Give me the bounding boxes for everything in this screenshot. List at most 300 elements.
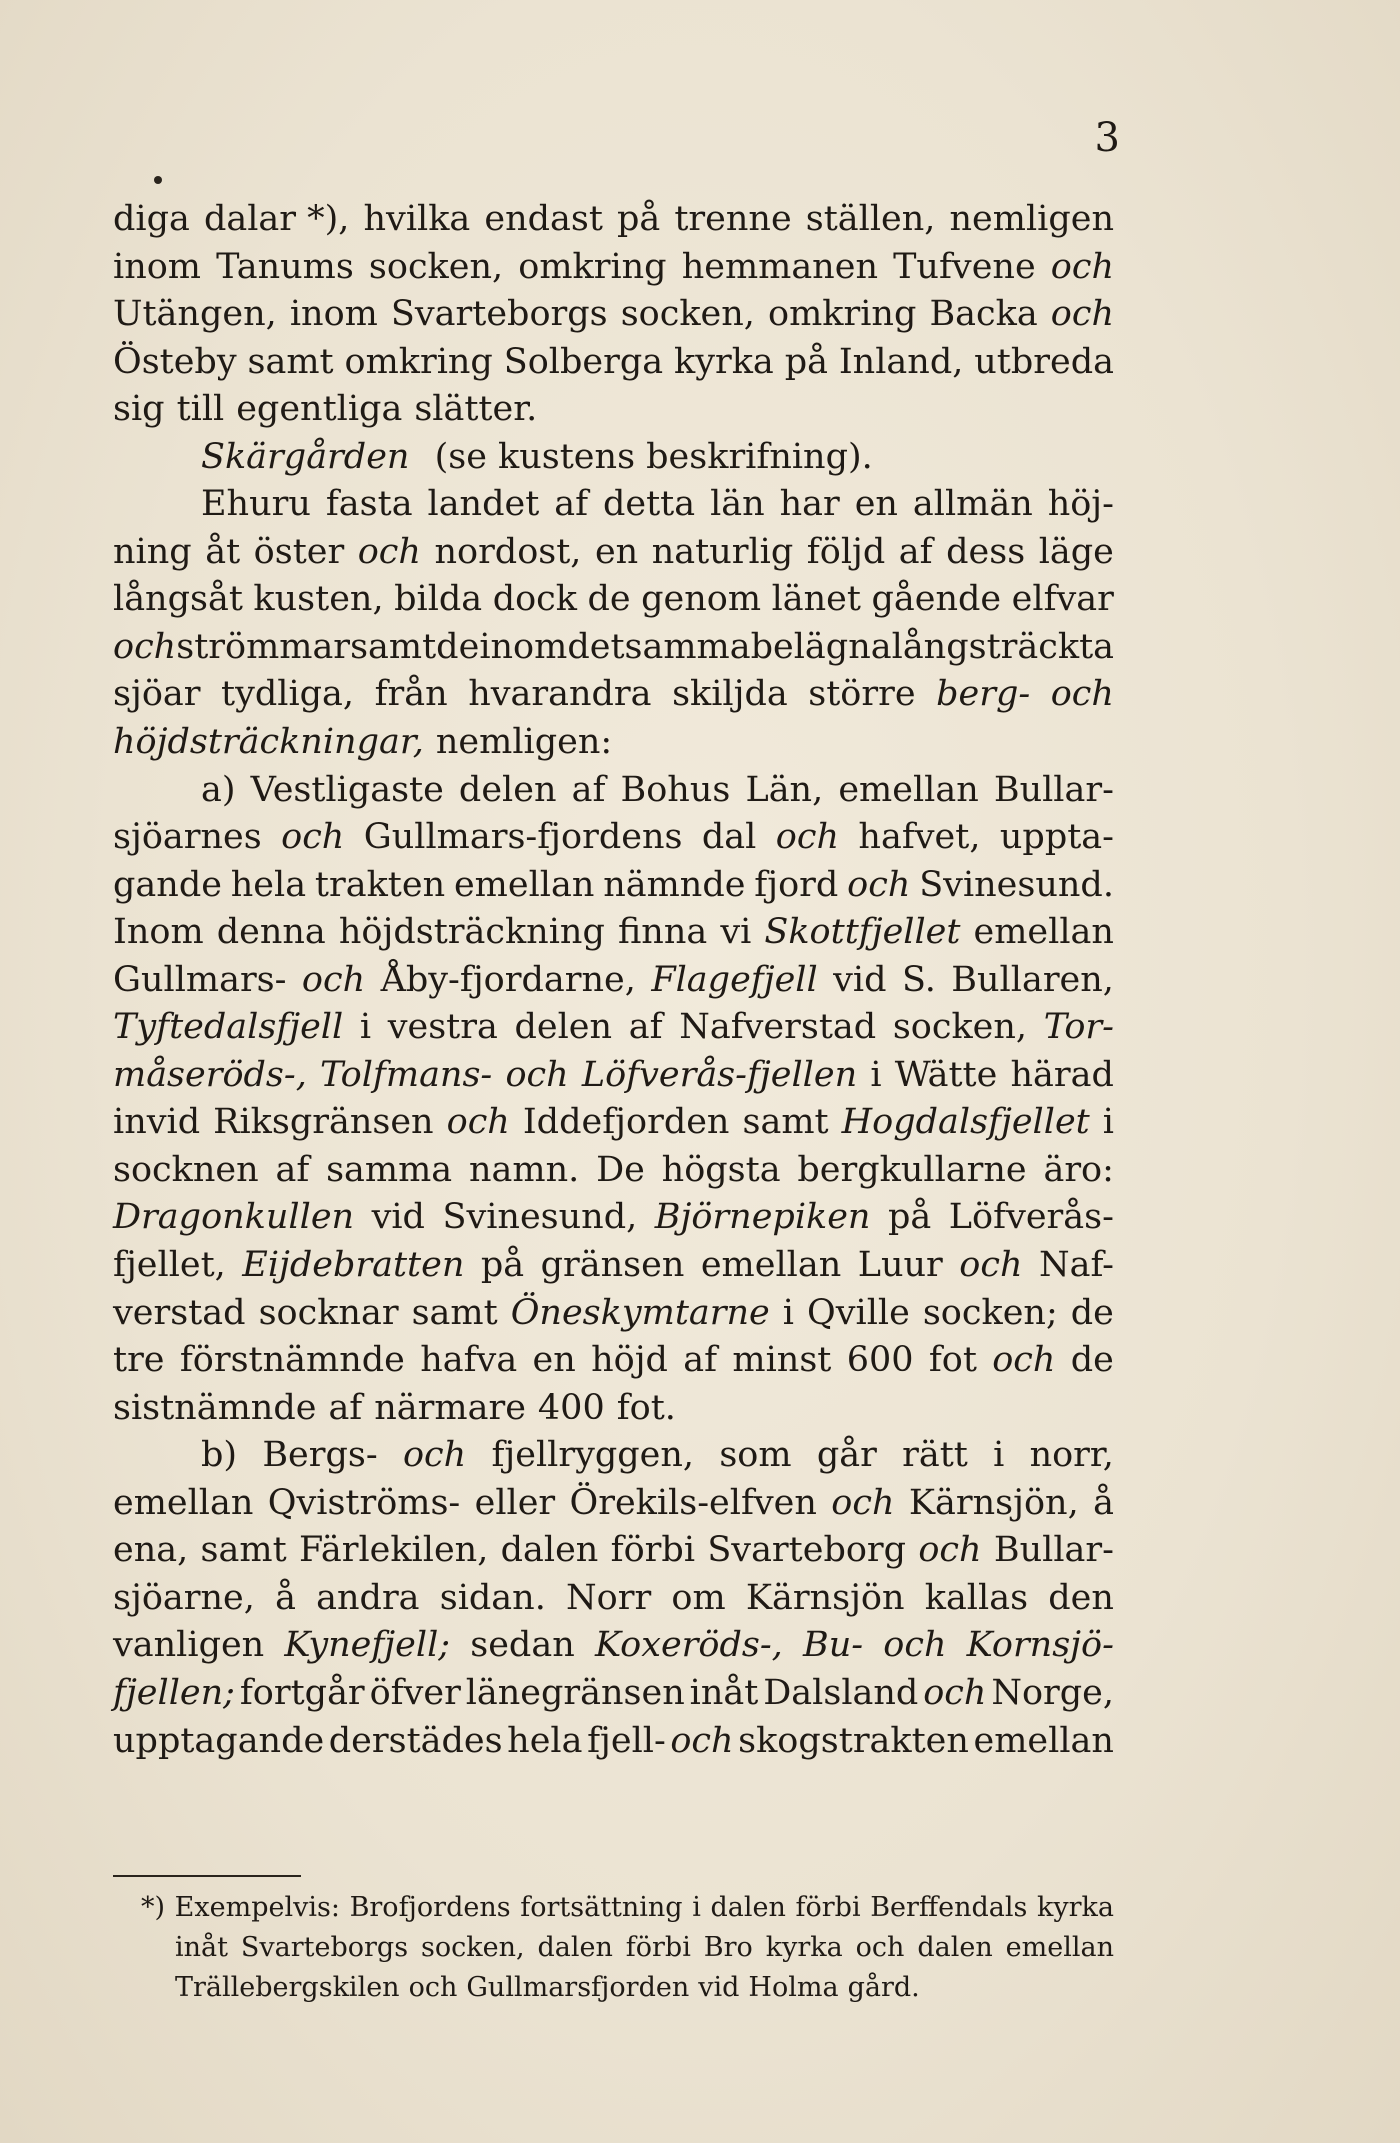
word: dalen [537,1932,613,1963]
word: och [446,1102,510,1143]
word: på [888,1197,932,1238]
word: socknen [113,1149,259,1190]
word: har [779,484,840,525]
word: egentliga [236,389,403,430]
word: Bullar- [993,1530,1114,1571]
word: förbi [610,1530,696,1571]
word: och [1050,294,1114,335]
word: på [617,199,661,239]
word: dalen [710,1892,786,1923]
word: Svarteborgs [390,294,608,335]
word: en [854,484,898,525]
word: dess [946,531,1026,572]
word: hemmanen [681,246,878,287]
word: Gullmarsfjorden [466,1972,690,2003]
word: fot [928,1340,977,1381]
word: kyrka [765,1932,843,1963]
word: Bu- [802,1625,864,1666]
word: af [683,1340,718,1381]
word: Löfverås- [948,1197,1114,1238]
word: Färlekilen, [298,1530,489,1571]
word: de [1070,1292,1114,1333]
word: emellan [1005,1932,1114,1963]
word: vestra [387,1007,498,1048]
word: genom [641,579,762,620]
word: Örekils-elfven [569,1482,817,1523]
word: fortsättning [520,1892,683,1923]
text-line [113,1004,1114,1052]
word: Björnepiken [654,1197,871,1238]
footnote-rule [113,1875,301,1877]
word: Län, [745,769,824,810]
word: dalen [500,1530,599,1571]
word: närmare [374,1387,526,1428]
word: nordost, [434,531,582,572]
word: andra [316,1577,420,1618]
word: sidan. [439,1577,546,1618]
word: om [671,1577,726,1618]
word: Trällebergskilen [175,1972,400,2003]
text-line [113,862,1114,910]
word: detsamma [567,626,751,667]
text-line [113,434,1114,482]
word: samt [350,626,437,667]
word: fasta [325,484,413,525]
text-line [113,1480,1114,1528]
word: härad [1010,1054,1114,1095]
word: nämnde [603,864,746,905]
word: och [923,1672,987,1713]
word: Naf- [1038,1245,1114,1286]
word: förstnämnde [179,1340,405,1381]
word: dalen [917,1932,993,1963]
word: af [328,1387,363,1428]
word: emellan [838,769,979,810]
word: rätt [902,1435,968,1476]
word: vid [833,959,887,1000]
word: fjell- [587,1720,666,1761]
word: minst [732,1340,832,1381]
word: slätter. [414,389,538,430]
word: på [784,341,828,382]
word: och [883,1625,947,1666]
word: dalar *), [203,199,350,239]
word: verstad [113,1292,246,1333]
word: dal [701,817,757,858]
word: och [281,817,345,858]
word: samt [247,341,334,382]
text-line [113,1290,1114,1338]
word: Tyftedalsfjell [113,1007,344,1048]
word: i [359,1007,372,1048]
footnote-line [113,1888,1114,1928]
text-line [113,1099,1114,1147]
word: tre [113,1340,165,1381]
word: Koxeröds-, [594,1625,783,1666]
word: hela [507,1720,583,1761]
word: länegränsen [465,1672,685,1713]
word: socken; [922,1292,1058,1333]
word: Kynefjell; [284,1625,451,1666]
word: gande [113,864,222,905]
word: derstädes [328,1720,503,1761]
word: Qville [807,1292,910,1333]
word: Qviströms- [267,1482,461,1523]
word: höj- [1047,484,1114,525]
word: inom [289,294,378,335]
text-line [113,1052,1114,1100]
text-line [113,1147,1114,1195]
page-number: 3 [1094,115,1120,161]
text-line [113,244,1114,292]
text-line [113,1622,1114,1670]
word: och [301,959,366,1000]
word: de [1070,1340,1114,1381]
word: strömmar [176,626,351,667]
word: Wätte [894,1054,998,1095]
word: Exempelvis: [174,1892,340,1923]
word: och [831,1482,895,1523]
word: fjellen; [113,1672,235,1713]
word: Nafverstad [679,1007,877,1048]
word: utbreda [974,341,1114,382]
footnote-line [113,1928,1114,1968]
text-line [113,1337,1114,1385]
text-line [113,909,1114,957]
text-line [113,957,1114,1005]
text-line [113,1194,1114,1242]
word: vid [371,1197,425,1238]
word: äro: [1043,1149,1114,1190]
word: på [480,1245,525,1286]
word: i [782,1292,794,1333]
word: Kornsjö- [966,1625,1114,1666]
word: Dalsland [763,1672,919,1713]
word: Gullmars- [113,959,287,1000]
word: de [436,626,480,667]
word: sjöar [113,674,201,715]
word: inåt [689,1672,759,1713]
word: socken, [421,1932,525,1963]
word: belägna [750,626,892,667]
text-line [113,1385,1114,1433]
word: och [408,1972,458,2003]
word: ställen, [805,199,936,239]
word: tydliga, [221,674,355,715]
word: sjöarne, [113,1577,255,1618]
word: i [993,1435,1005,1476]
word: och [1050,674,1114,715]
word: i [692,1892,701,1923]
word: Solberga [503,341,664,382]
word: Löfverås-fjellen [581,1054,858,1095]
word: å [1093,1482,1114,1523]
word: emellan [113,1482,254,1523]
text-line [113,529,1114,577]
word: berg- [936,674,1031,715]
word: vi [720,912,752,953]
word: hafva [420,1340,518,1381]
word: emellan [700,1245,842,1286]
word: Norr [566,1577,652,1618]
word: och [1050,246,1114,287]
word: Inland, [838,341,964,382]
word: a) [201,769,236,810]
text-line [113,671,1114,719]
word: af [628,1007,663,1048]
word: och [918,1530,982,1571]
word: höjdsträckningar, [113,722,424,763]
word: Bullar- [993,769,1114,810]
word: ning [113,531,192,572]
word: Svarteborgs [240,1932,409,1963]
body-text [113,196,1114,1765]
word: Berffendals [870,1892,1028,1923]
word: trakten [314,864,446,905]
word: Bohus [620,769,731,810]
word: gående [871,579,1002,620]
word: Tolfmans- [320,1054,493,1095]
word: Tufvene [893,246,1036,287]
word: Holma [748,1972,839,2003]
word: inåt [175,1932,228,1963]
word: 400 [537,1387,605,1428]
word: Gullmars-fjordens [363,817,683,858]
word: gård. [847,1972,920,2003]
word: långsträckta [891,626,1114,667]
word: följd [806,531,886,572]
word: S. [901,959,936,1000]
word: Brofjordens [349,1892,511,1923]
word: de [587,579,631,620]
word: Skottfjellet [764,912,961,953]
word: Vestligaste [250,769,444,810]
word: förbi [795,1892,861,1923]
word: öster [253,531,345,572]
text-line [113,1432,1114,1480]
word: höjdsträckning [338,912,605,953]
word: b) [201,1435,238,1476]
word: denna [216,912,326,953]
word: en [594,531,639,572]
word: läge [1038,531,1114,572]
word: 600 [846,1340,914,1381]
word: Tanums [216,246,354,287]
section-heading [113,434,873,482]
text-line [113,1575,1114,1623]
word: som [719,1435,792,1476]
word: sig [113,389,165,430]
word: och [402,1435,467,1476]
word: går [816,1435,877,1476]
text-line [113,814,1114,862]
word: fjellryggen, [491,1435,695,1476]
word: och [847,864,911,905]
word: en [532,1340,576,1381]
word: endast [484,199,603,239]
section-heading-note: (se kustens beskrifning). [423,436,873,477]
word: höjd [591,1340,668,1381]
word: Bullaren, [951,959,1114,1000]
word: Norge, [991,1672,1114,1713]
word: större [808,674,916,715]
word: Tor- [1043,1007,1114,1048]
word: emellan [973,1720,1114,1761]
word: omkring [518,246,667,287]
word: Kärnsjön [745,1577,905,1618]
word: och [775,817,839,858]
word: kyrka [674,341,774,382]
word: från [374,674,448,715]
word: åt [205,531,241,572]
word: Luur [857,1245,943,1286]
word: socken, [892,1007,1028,1048]
word: och [113,626,177,667]
word: Hogdalsfjellet [841,1102,1090,1143]
word: fjord [754,864,839,905]
word: naturlig [651,531,794,572]
word: sistnämnde [113,1387,317,1428]
word: län [710,484,765,525]
word: fjellet, [113,1245,226,1286]
footnote [113,1888,1114,2008]
word: vid [698,1972,740,2003]
word: emellan [973,912,1114,953]
word: norr, [1029,1435,1114,1476]
word: namn. [468,1149,580,1190]
word: Kärnsjön, [908,1482,1079,1523]
word: ena, [113,1530,189,1571]
word: Riksgränsen [213,1102,434,1143]
word: allmän [912,484,1033,525]
word: öfver [369,1672,461,1713]
word: sedan [470,1625,575,1666]
word: af [898,531,933,572]
word: samt [411,1292,498,1333]
text-line [113,576,1114,624]
word: inom [113,246,201,287]
word: kyrka [1036,1892,1114,1923]
word: kusten, [253,579,384,620]
word: delen [458,769,557,810]
text-line [113,386,1114,434]
text-line [113,339,1114,387]
word: å [275,1577,296,1618]
word: Iddefjorden [522,1102,730,1143]
section-heading-title: Skärgården [201,436,410,477]
footnote-line [113,1968,1114,2008]
word: och [357,531,421,572]
word: kallas [924,1577,1029,1618]
word: och [670,1720,734,1761]
word: upptagande [113,1720,325,1761]
text-line [113,1718,1114,1766]
word: finna [617,912,708,953]
word: De [596,1149,645,1190]
word: sjöarnes [113,817,262,858]
word: högsta [661,1149,781,1190]
word: trenne [674,199,792,239]
word: Svinesund. [919,864,1114,905]
word: landet [427,484,540,525]
word: Östeby [113,341,237,382]
text-line [113,1670,1114,1718]
text-line [113,291,1114,339]
word: Inom [113,912,204,953]
word: detta [603,484,696,525]
word: Backa [929,294,1038,335]
word: hvarandra [468,674,652,715]
word: Dragonkullen [113,1197,355,1238]
word: i [870,1054,882,1095]
word: uppta- [999,817,1114,858]
word: dock [492,579,577,620]
text-line [113,719,1114,767]
word: Öneskymtarne [510,1292,770,1333]
word: diga [113,199,190,239]
word: Bergs- [262,1435,378,1476]
word: hvilka [363,199,471,239]
word: hela [230,864,307,905]
word: hafvet, [858,817,981,858]
word: långsåt [113,579,243,620]
word: och [992,1340,1056,1381]
word: af [571,769,606,810]
text-line [113,624,1114,672]
word: af [554,484,589,525]
word: elfvar [1011,579,1114,620]
word: fortgår [239,1672,365,1713]
word: nemligen [949,199,1114,239]
text-line [113,1242,1114,1290]
word: bilda [394,579,483,620]
word: socken, [368,246,504,287]
word: bergkullarne [797,1149,1027,1190]
word: Utängen, [113,294,277,335]
word: invid [113,1102,201,1143]
word: och [855,1932,905,1963]
text-line [113,481,1114,529]
word: måseröds-, [113,1054,307,1095]
ink-speck [154,176,162,184]
word: till [176,389,225,430]
text-line [113,767,1114,815]
word: *) [141,1892,166,1923]
text-line [113,1527,1114,1575]
word: delen [514,1007,613,1048]
word: omkring [344,341,493,382]
word: Ehuru [201,484,311,525]
word: och [505,1054,569,1095]
word: gränsen [540,1245,685,1286]
word: nemligen: [435,722,613,763]
word: och [959,1245,1023,1286]
word: Eijdebratten [242,1245,465,1286]
word: socken, [620,294,755,335]
word: vanligen [113,1625,265,1666]
word: samt [742,1102,829,1143]
word: af [275,1149,310,1190]
word: Flagefjell [651,959,818,1000]
word: fot. [616,1387,676,1428]
word: inom [479,626,568,667]
word: samt [200,1530,287,1571]
word: eller [474,1482,556,1523]
word: socknar [258,1292,399,1333]
word: Svinesund, [442,1197,638,1238]
word: länet [771,579,861,620]
word: Bro [703,1932,753,1963]
